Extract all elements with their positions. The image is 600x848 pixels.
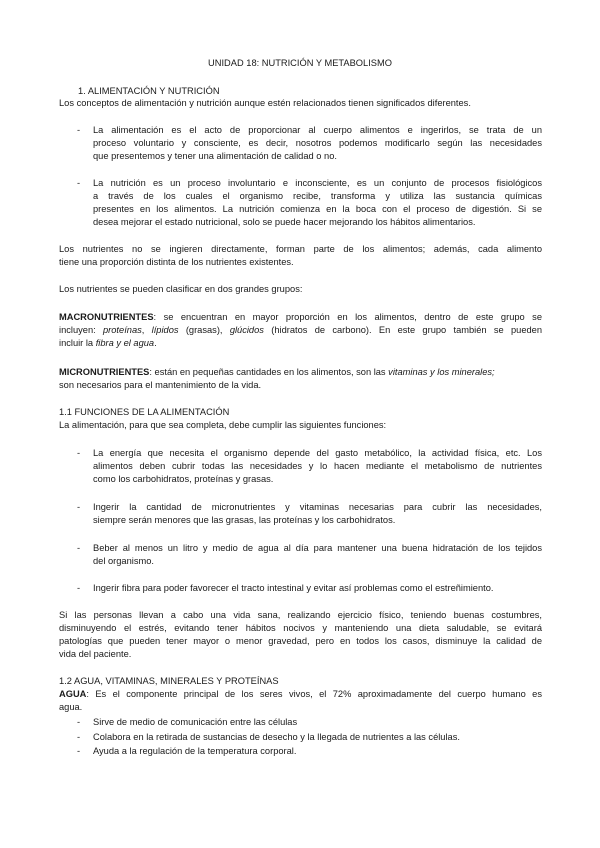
section-1-1-intro: La alimentación, para que sea completa, debe cumplir las siguientes funciones: [59,420,387,430]
micro-label: MICRONUTRIENTES [59,367,150,377]
bullet-dash: - [77,178,81,188]
func-bullet-3-line-1: Beber al menos un litro y medio de agua al día para mantener una buena hidratación de los tejidos [93,543,542,553]
section-1-intro: Los conceptos de alimentación y nutrición aunque estén relacionados tienen significados diferentes. [59,98,471,108]
paragraph-1-line-1: Los nutrientes no se ingieren directamente, forman parte de los alimentos; además, cada alimento [59,244,542,254]
macro-line-3: incluir la fibra y el agua. [59,338,157,348]
paragraph-3-line-1: Si las personas llevan a cabo una vida sana, realizando ejercicio físico, teniendo buenas costumbres, [59,610,542,620]
bullet-dash: - [77,583,81,593]
agua-bullet-3: Ayuda a la regulación de la temperatura corporal. [93,746,297,756]
agua-line-1: AGUA: Es el componente principal de los seres vivos, el 72% aproximadamente del cuerpo humano es [59,689,542,699]
bullet-1-line-3: que presentemos y tener una alimentación de calidad o no. [93,151,337,161]
func-bullet-3-line-2: del organismo. [93,556,154,566]
func-bullet-2-line-2: siempre serán menores que las grasas, las proteínas y los carbohidratos. [93,515,396,525]
bullet-dash: - [77,746,81,756]
page-title: UNIDAD 18: NUTRICIÓN Y METABOLISMO [208,58,392,68]
func-bullet-1-line-1: La energía que necesita el organismo depende del gasto metabólico, la actividad física, etc. Los [93,448,542,458]
paragraph-1-line-2: tiene una proporción distinta de los nutrientes existentes. [59,257,294,267]
agua-bullet-1: Sirve de medio de comunicación entre las células [93,717,298,727]
bullet-dash: - [77,543,81,553]
bullet-dash: - [77,502,81,512]
bullet-dash: - [77,732,81,742]
macro-line-1: MACRONUTRIENTES: se encuentran en mayor proporción en los alimentos, dentro de este grupo se [59,312,542,322]
paragraph-3-line-4: vida del paciente. [59,649,132,659]
section-1-2-heading: 1.2 AGUA, VITAMINAS, MINERALES Y PROTEÍNAS [59,676,279,686]
bullet-2-line-4: desea mejorar el estado nutricional, solo se puede hacer mejorando los hábitos alimentarios. [93,217,476,227]
func-bullet-2-line-1: Ingerir la cantidad de micronutrientes y vitaminas necesarias para cubrir las necesidades, [93,502,542,512]
paragraph-3-line-3: patologías que pueden tener mayor o menor gravedad, pero en todos los casos, disminuye la calidad de [59,636,542,646]
agua-bullet-2: Colabora en la retirada de sustancias de desecho y la llegada de nutrientes a las células. [93,732,460,742]
micro-line-1: MICRONUTRIENTES: están en pequeñas cantidades en los alimentos, son las vitaminas y los minerales; [59,367,495,377]
macro-line-2: incluyen: proteínas, lípidos (grasas), glúcidos (hidratos de carbono). En este grupo también se pueden [59,325,543,335]
bullet-2-line-3: presentes en los alimentos. La nutrición comienza en la boca con el proceso de digestión. Si se [93,204,542,214]
func-bullet-1-line-2: alimentos deben cubrir todas las necesidades y lo hacen mediante el metabolismo de nutrientes [93,461,542,471]
paragraph-2: Los nutrientes se pueden clasificar en dos grandes grupos: [59,284,303,294]
bullet-dash: - [77,448,81,458]
agua-label: AGUA [59,689,87,699]
bullet-dash: - [77,717,81,727]
bullet-1-line-1: La alimentación es el acto de proporcionar al cuerpo alimentos e ingerirlos, se trata de un [93,125,542,135]
section-1-heading: 1. ALIMENTACIÓN Y NUTRICIÓN [78,86,220,96]
bullet-1-line-2: proceso voluntario y consciente, es decir, nosotros podemos modificarlo según las necesidades [93,138,542,148]
macro-label: MACRONUTRIENTES [59,312,154,322]
func-bullet-4-line-1: Ingerir fibra para poder favorecer el tracto intestinal y evitar así problemas como el estreñimiento. [93,583,494,593]
bullet-2-line-1: La nutrición es un proceso involuntario e inconsciente, es un conjunto de procesos fisiológicos [93,178,542,188]
func-bullet-1-line-3: como los carbohidratos, proteínas y grasas. [93,474,274,484]
micro-line-2: son necesarios para el mantenimiento de la vida. [59,380,262,390]
paragraph-3-line-2: disminuyendo el estrés, evitando tener hábitos nocivos y manteniendo una dieta saludable, se evitará [59,623,542,633]
section-1-1-heading: 1.1 FUNCIONES DE LA ALIMENTACIÓN [59,407,230,417]
bullet-dash: - [77,125,81,135]
agua-line-2: agua. [59,702,83,712]
bullet-2-line-2: a través de los cuales el organismo recibe, transforma y utiliza las sustancia químicas [93,191,542,201]
